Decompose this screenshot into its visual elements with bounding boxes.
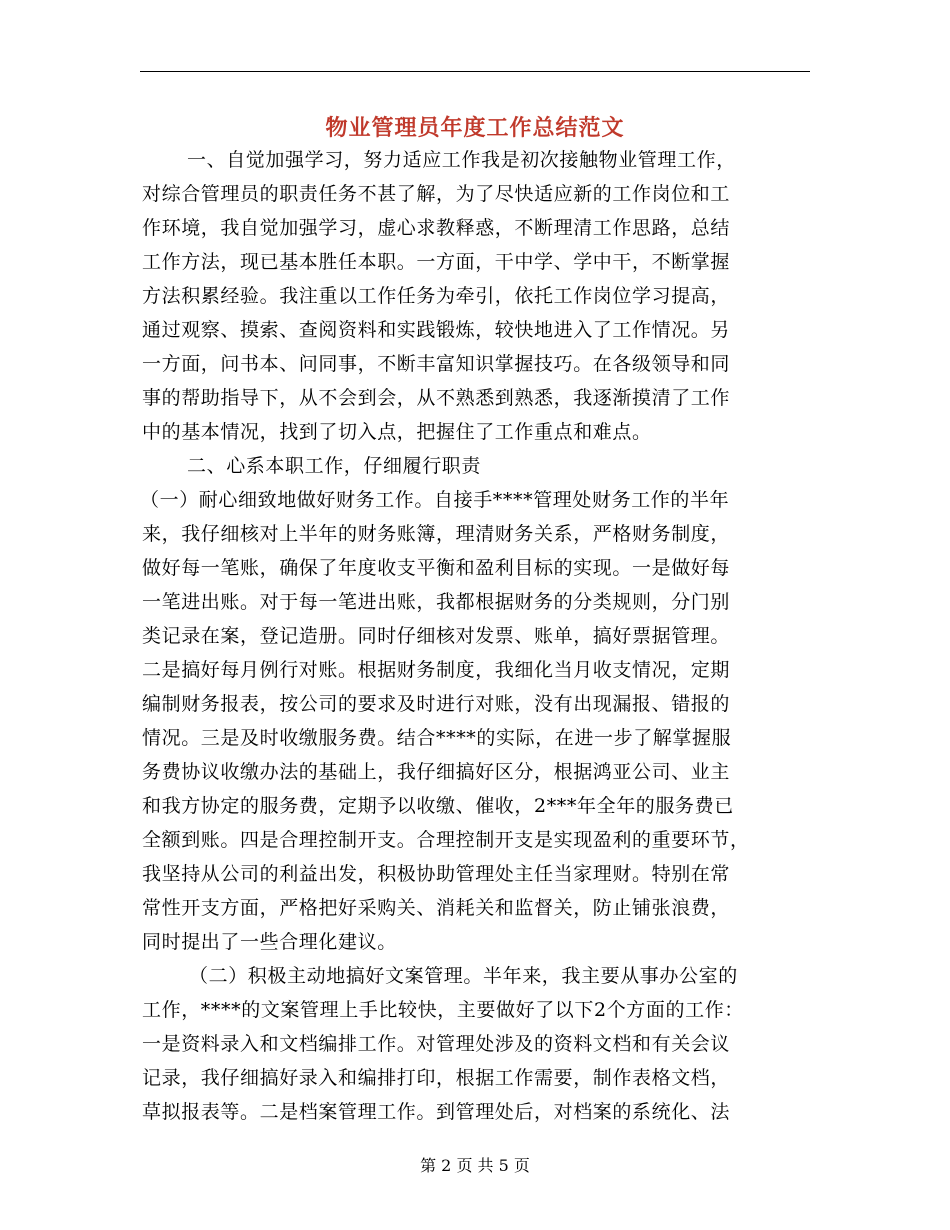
page-number-footer: 第 2 页 共 5 页 [420, 1156, 530, 1175]
paragraph-line: 全额到账。四是合理控制开支。合理控制开支是实现盈利的重要环节， [142, 829, 750, 851]
paragraph-line: 草拟报表等。二是档案管理工作。到管理处后，对档案的系统化、法 [142, 1101, 731, 1123]
paragraph-line: 作环境，我自觉加强学习，虚心求教释惑，不断理清工作思路，总结 [142, 217, 731, 239]
paragraph-line: 做好每一笔账，确保了年度收支平衡和盈利目标的实现。一是做好每 [142, 557, 731, 579]
paragraph-line: 工作，****的文案管理上手比较快，主要做好了以下2个方面的工作： [142, 999, 744, 1021]
paragraph-line: 中的基本情况，找到了切入点，把握住了工作重点和难点。 [142, 421, 652, 443]
paragraph-line: （一）耐心细致地做好财务工作。自接手****管理处财务工作的半年 [140, 489, 730, 511]
paragraph-line: 对综合管理员的职责任务不甚了解，为了尽快适应新的工作岗位和工 [142, 183, 731, 205]
paragraph-line: 类记录在案，登记造册。同时仔细核对发票、账单，搞好票据管理。 [142, 625, 731, 647]
paragraph-line: 一笔进出账。对于每一笔进出账，我都根据财务的分类规则，分门别 [142, 591, 731, 613]
paragraph-line: 来，我仔细核对上半年的财务账簿，理清财务关系，严格财务制度， [142, 523, 731, 545]
paragraph-line: 记录，我仔细搞好录入和编排打印，根据工作需要，制作表格文档， [142, 1067, 731, 1089]
section-heading: 二、心系本职工作，仔细履行职责 [187, 455, 482, 477]
document-title: 物业管理员年度工作总结范文 [325, 115, 625, 141]
paragraph-line: 一、自觉加强学习，努力适应工作我是初次接触物业管理工作， [187, 149, 736, 171]
paragraph-line: 和我方协定的服务费，定期予以收缴、催收，2***年全年的服务费已 [142, 795, 734, 817]
paragraph-line: 事的帮助指导下，从不会到会，从不熟悉到熟悉，我逐渐摸清了工作 [142, 387, 731, 409]
paragraph-line: 务费协议收缴办法的基础上，我仔细搞好区分，根据鸿亚公司、业主 [142, 761, 731, 783]
paragraph-line: 通过观察、摸索、查阅资料和实践锻炼，较快地进入了工作情况。另 [142, 319, 731, 341]
paragraph-line: 情况。三是及时收缴服务费。结合****的实际，在进一步了解掌握服 [142, 727, 732, 749]
paragraph-line: 同时提出了一些合理化建议。 [142, 931, 397, 953]
paragraph-line: （二）积极主动地搞好文案管理。半年来，我主要从事办公室的 [189, 965, 738, 987]
paragraph-line: 一是资料录入和文档编排工作。对管理处涉及的资料文档和有关会议 [142, 1033, 731, 1055]
paragraph-line: 工作方法，现已基本胜任本职。一方面，干中学、学中干，不断掌握 [142, 251, 731, 273]
paragraph-line: 常性开支方面，严格把好采购关、消耗关和监督关，防止铺张浪费， [142, 897, 731, 919]
paragraph-line: 我坚持从公司的利益出发，积极协助管理处主任当家理财。特别在常 [142, 863, 731, 885]
paragraph-line: 二是搞好每月例行对账。根据财务制度，我细化当月收支情况，定期 [142, 659, 731, 681]
header-rule [140, 71, 810, 72]
paragraph-line: 一方面，问书本、问同事，不断丰富知识掌握技巧。在各级领导和同 [142, 353, 731, 375]
paragraph-line: 编制财务报表，按公司的要求及时进行对账，没有出现漏报、错报的 [142, 693, 731, 715]
paragraph-line: 方法积累经验。我注重以工作任务为牵引，依托工作岗位学习提高， [142, 285, 731, 307]
